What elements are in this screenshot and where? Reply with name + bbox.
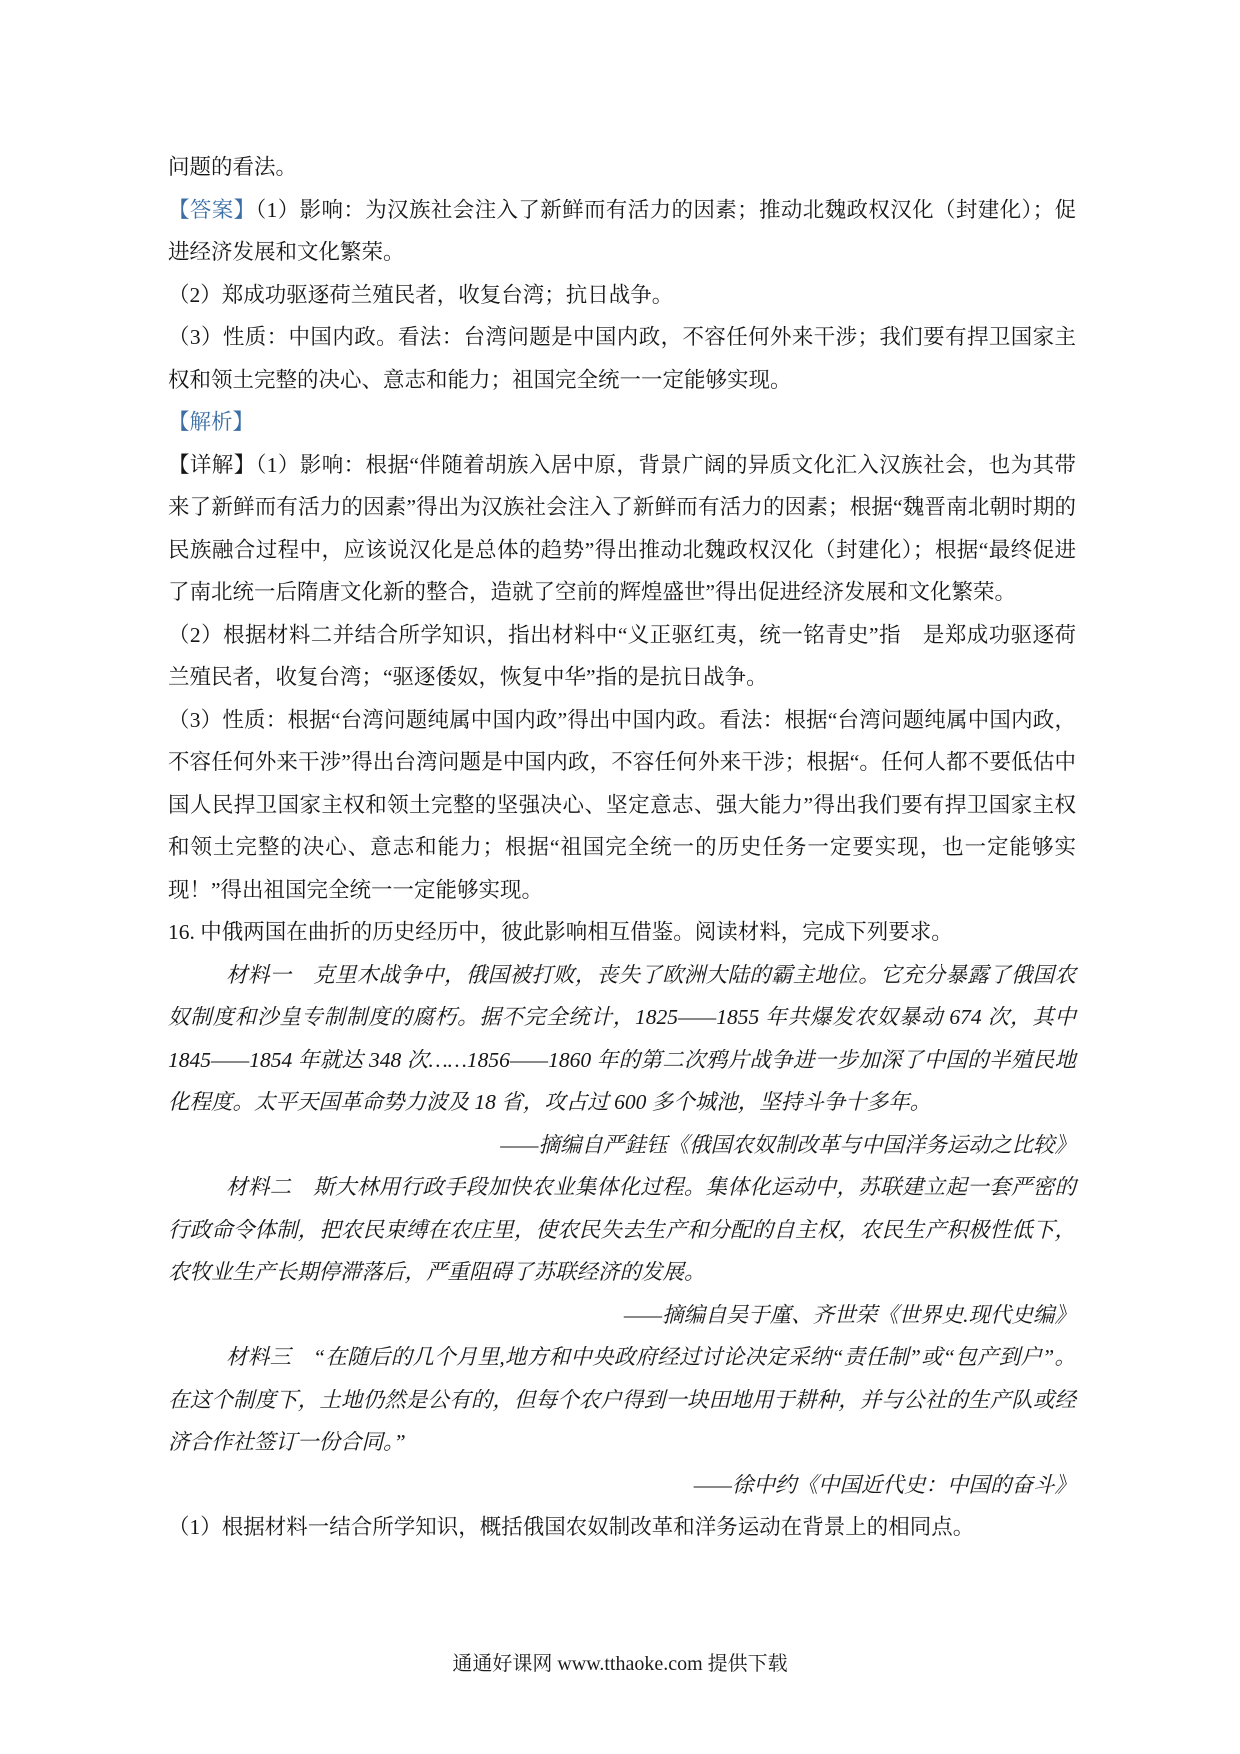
text-run: ——摘编自严銈钰《俄国农奴制改革与中国洋务运动之比较》	[500, 1132, 1076, 1157]
material-one	[168, 954, 1076, 1124]
text-run: 材料三 “在随后的几个月里,地方和中央政府经过讨论决定采纳“责任制”或“包产到户”。在这个制度下，土地仍然是公有的，但每个农户得到一块田地用于耕种，并与公社的生产队或经济合作社签订一份合同。”	[168, 1345, 1076, 1454]
page-footer: 通通好课网 www.tthaoke.com 提供下载	[452, 1653, 788, 1675]
text-run: 材料二 斯大林用行政手段加快农业集体化过程。集体化运动中，苏联建立起一套严密的行政命令体制，把农民束缚在农庄里，使农民失去生产和分配的自主权，农民生产积极性低下，农牧业生产长期停滞落后，严重阻碍了苏联经济的发展。	[168, 1175, 1076, 1284]
answer-part-2	[168, 274, 1076, 317]
material-one-attribution	[168, 1124, 1076, 1167]
text-run: （1）影响：根据“伴随着胡族入居中原，背景广阔的异质文化汇入汉族社会，也为其带来了新鲜而有活力的因素”得出为汉族社会注入了新鲜而有活力的因素；根据“魏晋南北朝时期的民族融合过程中，应该说汉化是总体的趋势”得出推动北魏政权汉化（封建化）；根据“最终促进了南北统一后隋唐文化新的整合，造就了空前的辉煌盛世”得出促进经济发展和文化繁荣。	[168, 452, 1076, 604]
text-run: （2）根据材料二并结合所学知识，指出材料中“义正驱红夷，统一铭青史”指 是郑成功驱逐荷兰殖民者，收复台湾；“驱逐倭奴，恢复中华”指的是抗日战争。	[168, 622, 1076, 689]
text-run: 问题的看法。	[168, 155, 298, 179]
analysis-label: 【解析】	[168, 410, 255, 434]
detail-explanation-part-1	[168, 444, 1076, 614]
text-run: ——徐中约《中国近代史：中国的奋斗》	[693, 1472, 1076, 1497]
text-run: 16. 中俄两国在曲折的历史经历中，彼此影响相互借鉴。阅读材料，完成下列要求。	[168, 920, 953, 944]
material-two-attribution	[168, 1294, 1076, 1337]
detail-explanation-part-2	[168, 614, 1076, 699]
text-run: （1）影响：为汉族社会注入了新鲜而有活力的因素；推动北魏政权汉化（封建化）；促进经济发展和文化繁荣。	[168, 197, 1076, 264]
question-16-stem	[168, 911, 1076, 954]
detail-explanation-part-3	[168, 699, 1076, 912]
detail-label: 【详解】	[168, 452, 256, 477]
answer-label: 【答案】	[168, 197, 256, 222]
answer-part-3	[168, 316, 1076, 401]
text-run: （1）根据材料一结合所学知识，概括俄国农奴制改革和洋务运动在背景上的相同点。	[168, 1515, 975, 1539]
material-three	[168, 1336, 1076, 1464]
answer-paragraph	[168, 189, 1076, 274]
text-run: （3）性质：根据“台湾问题纯属中国内政”得出中国内政。看法：根据“台湾问题纯属中国内政，不容任何外来干涉”得出台湾问题是中国内政，不容任何外来干涉；根据“。任何人都不要低估中国人民捍卫国家主权和领土完整的坚强决心、坚定意志、强大能力”得出我们要有捍卫国家主权和领土完整的决心、意志和能力；根据“祖国完全统一的历史任务一定要实现，也一定能够实现！”得出祖国完全统一一定能够实现。	[168, 707, 1076, 902]
material-two	[168, 1166, 1076, 1294]
text-run: （2）郑成功驱逐荷兰殖民者，收复台湾；抗日战争。	[168, 282, 674, 307]
text-run: ——摘编自吴于廑、齐世荣《世界史.现代史编》	[623, 1302, 1076, 1327]
analysis-label-paragraph	[168, 401, 1076, 444]
continued-question-text	[168, 146, 1076, 189]
material-three-attribution	[168, 1464, 1076, 1507]
question-16-sub-1	[168, 1506, 1076, 1549]
text-run: （3）性质：中国内政。看法：台湾问题是中国内政，不容任何外来干涉；我们要有捍卫国家主权和领土完整的决心、意志和能力；祖国完全统一一定能够实现。	[168, 325, 1076, 392]
text-run: 材料一 克里木战争中，俄国被打败，丧失了欧洲大陆的霸主地位。它充分暴露了俄国农奴制度和沙皇专制制度的腐朽。据不完全统计，1825——1855 年共爆发农奴暴动 674 次，其中 1845——1854 年就达 348 次……1856——1860 年的第二次鸦片战争进一步加深了中国的半殖民地化程度。太平天国革命势力波及 18 省，攻占过 600 多个城池，坚持斗争十多年。	[168, 962, 1076, 1114]
document-content	[168, 146, 1076, 1549]
